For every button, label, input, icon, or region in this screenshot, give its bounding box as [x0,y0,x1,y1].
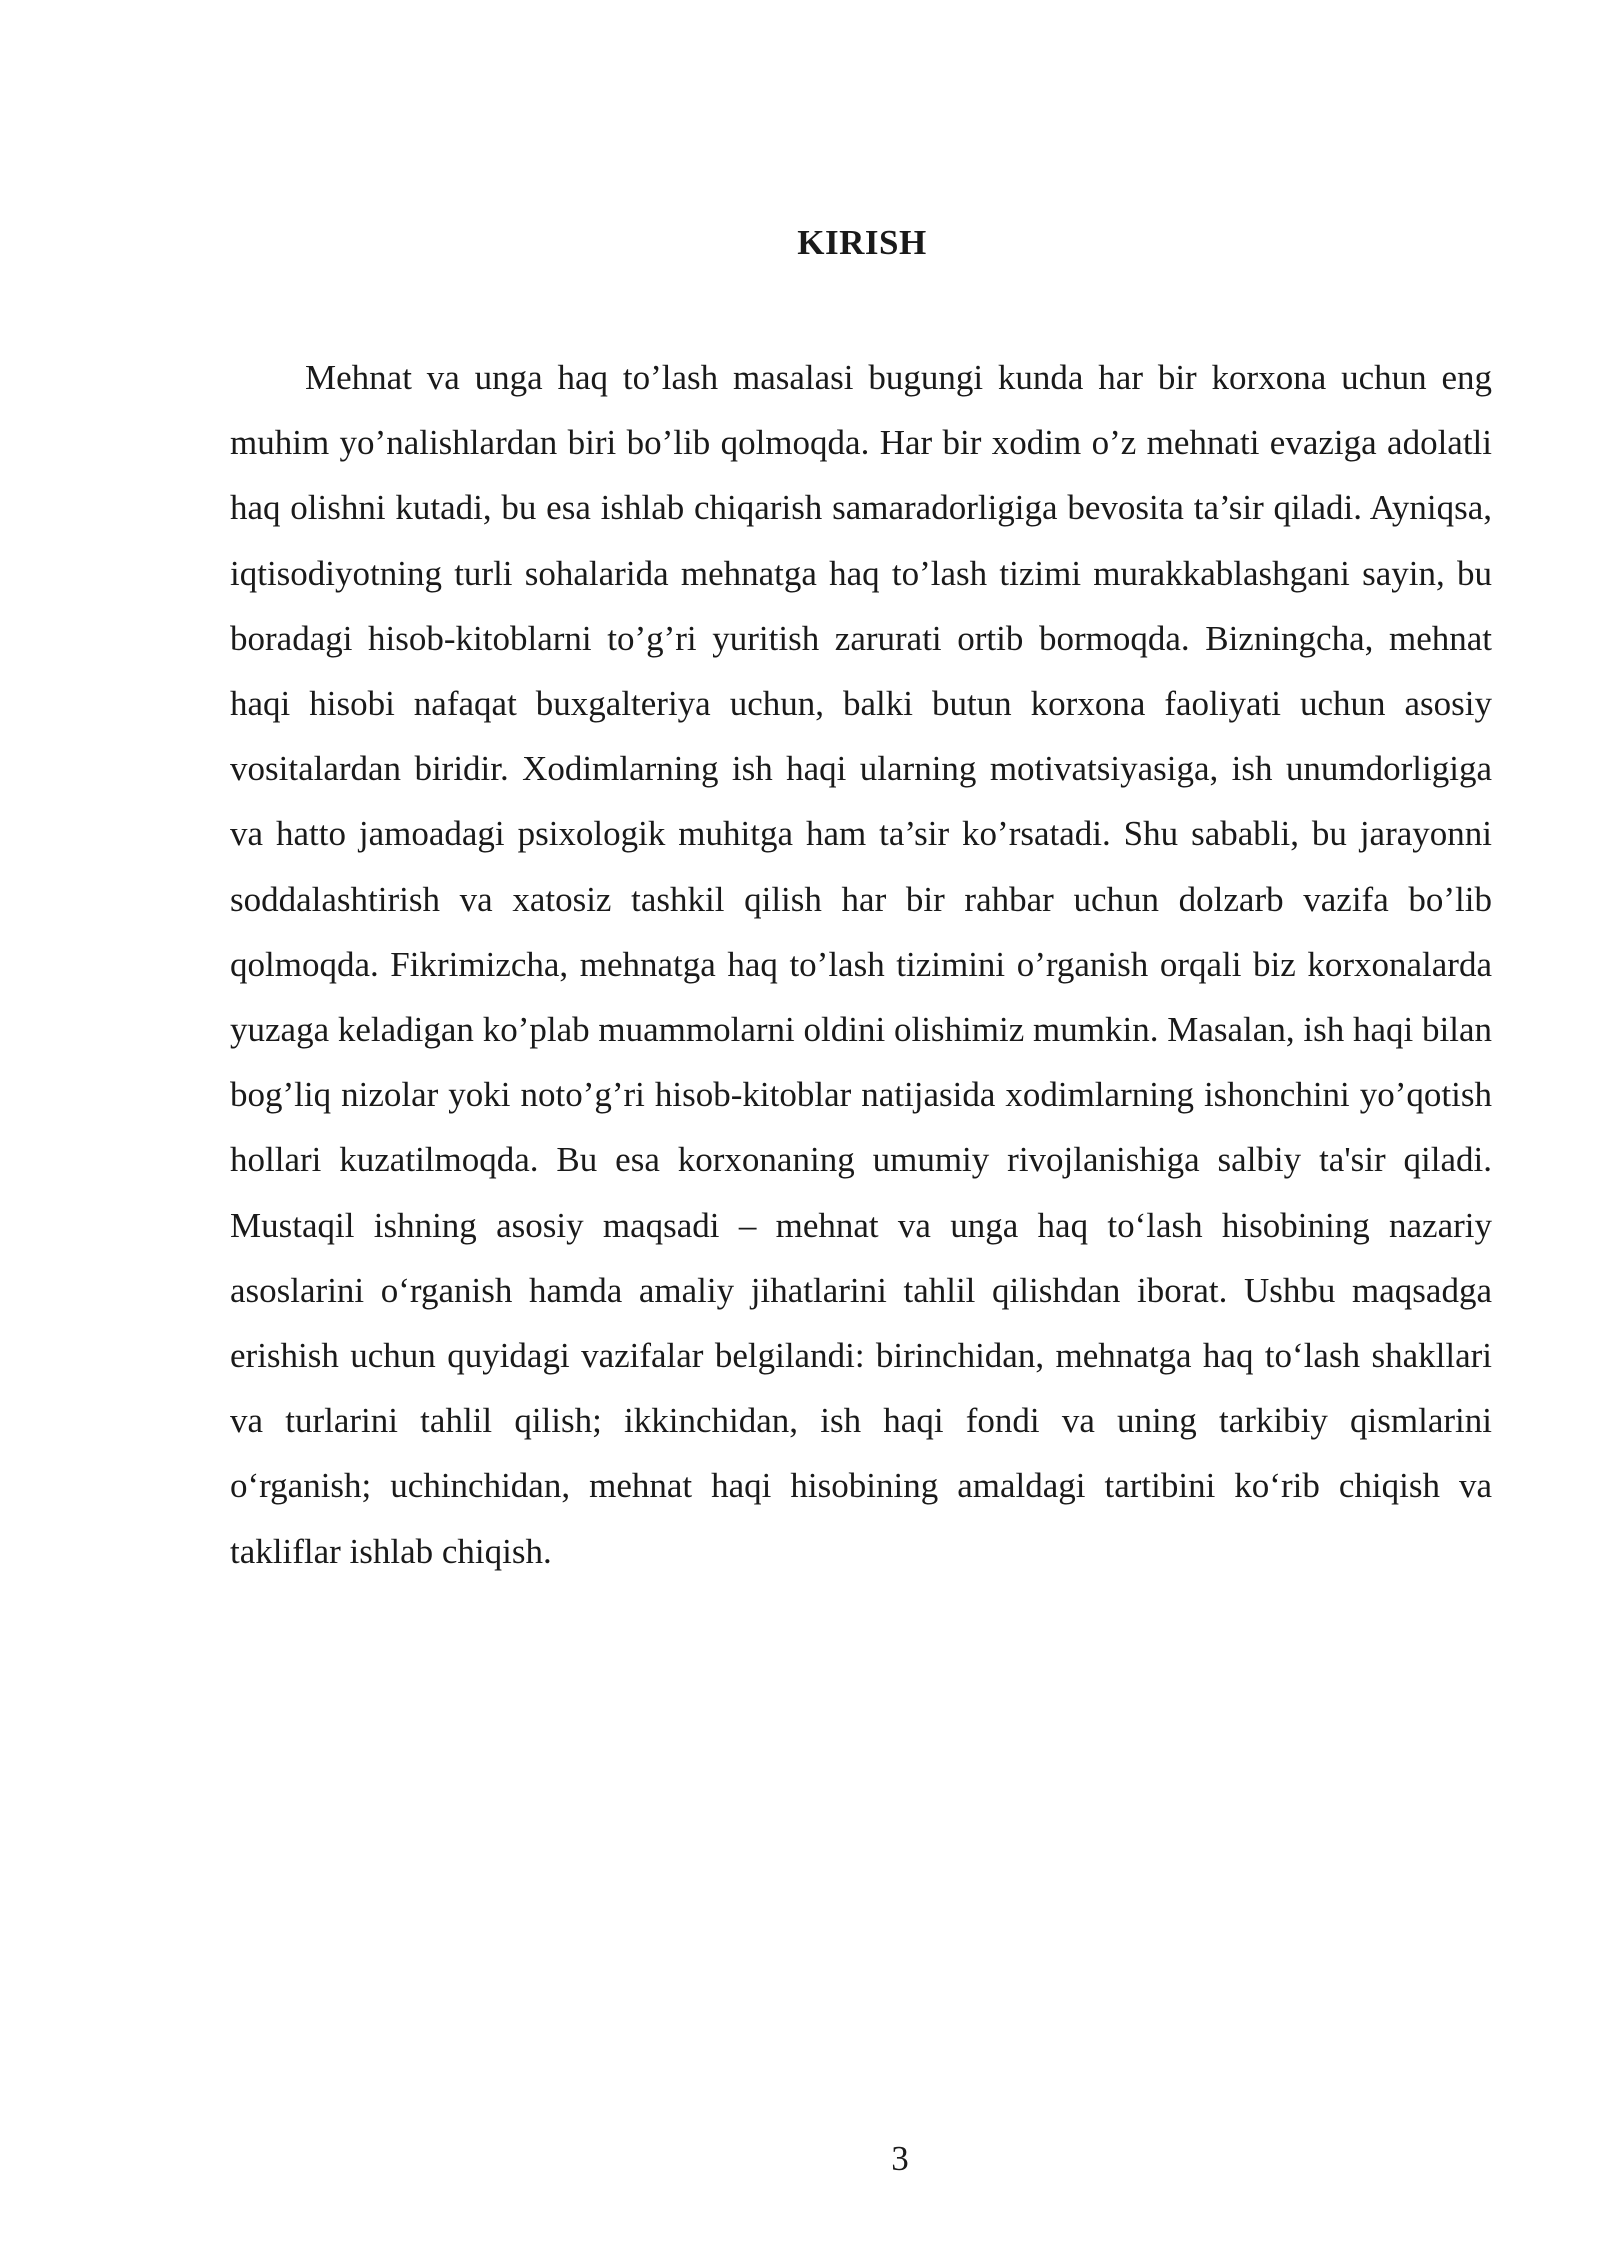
body-paragraph: Mehnat va unga haq to’lash masalasi bugungi kunda har bir korxona uchun eng muhim yo’nalishlardan biri bo’lib qolmoqda. Har bir xodim o’z mehnati evaziga adolatli haq olishni kutadi, bu esa ishlab chiqarish samaradorligiga bevosita ta’sir qiladi. Ayniqsa, iqtisodiyotning turli sohalarida mehnatga haq to’lash tizimi murakkablashgani sayin, bu boradagi hisob-kitoblarni to’g’ri yuritish zarurati ortib bormoqda. Bizningcha, mehnat haqi hisobi nafaqat buxgalteriya uchun, balki butun korxona faoliyati uchun asosiy vositalardan biridir. Xodimlarning ish haqi ularning motivatsiyasiga, ish unumdorligiga va hatto jamoadagi psixologik muhitga ham ta’sir ko’rsatadi. Shu sababli, bu jarayonni soddalashtirish va xatosiz tashkil qilish har bir rahbar uchun dolzarb vazifa bo’lib qolmoqda. Fikrimizcha, mehnatga haq to’lash tizimini o’rganish orqali biz korxonalarda yuzaga keladigan ko’plab muammolarni oldini olishimiz mumkin. Masalan, ish haqi bilan bog’liq nizolar yoki noto’g’ri hisob-kitoblar natijasida xodimlarning ishonchini yo’qotish hollari kuzatilmoqda. Bu esa korxonaning umumiy rivojlanishiga salbiy ta'sir qiladi. Mustaqil ishning asosiy maqsadi – mehnat va unga haq to‘lash hisobining nazariy asoslarini o‘rganish hamda amaliy jihatlarini tahlil qilishdan iborat. Ushbu maqsadga erishish uchun quyidagi vazifalar belgilandi: birinchidan, mehnatga haq to‘lash shakllari va turlarini tahlil qilish; ikkinchidan, ish haqi fondi va uning tarkibiy qismlarini o‘rganish; uchinchidan, mehnat haqi hisobining amaldagi tartibini ko‘rib chiqish va takliflar ishlab chiqish. [230,358,1492,1571]
page-number: 3 [891,2139,909,2178]
section-heading: KIRISH [797,223,927,262]
